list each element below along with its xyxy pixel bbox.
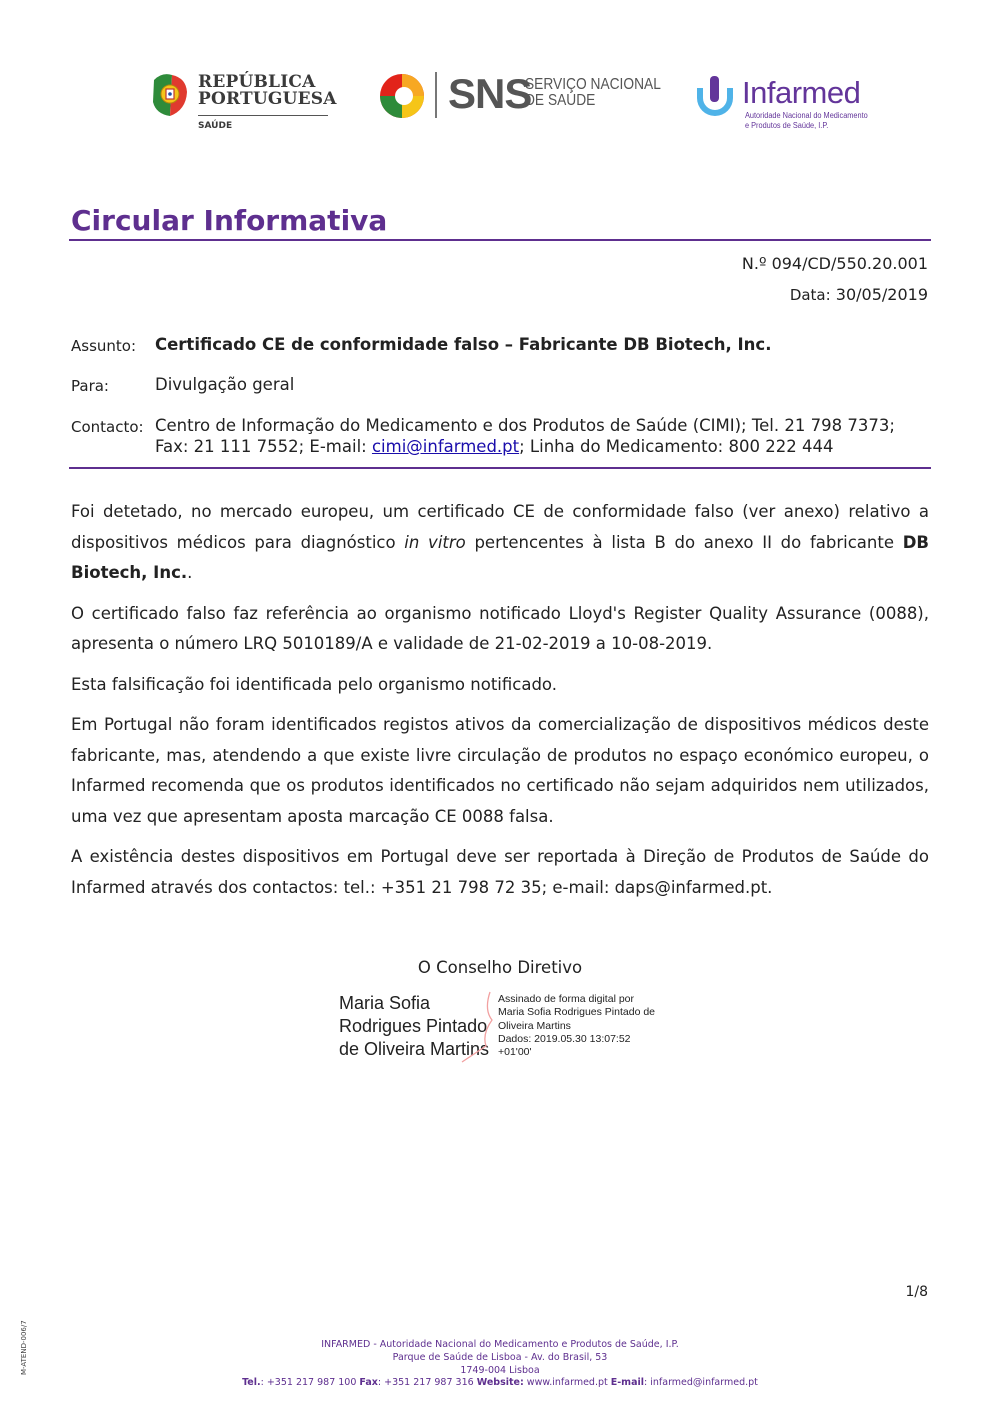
footer-org: INFARMED - Autoridade Nacional do Medicamento e Produtos de Saúde, I.P. — [321, 1339, 679, 1350]
title-rule — [69, 239, 931, 241]
digital-signature-mark-icon — [456, 990, 496, 1064]
document-title: Circular Informativa — [71, 204, 388, 237]
sns-logo — [378, 70, 661, 122]
subject-rule — [69, 467, 931, 469]
infarmed-wordmark: Infarmed — [742, 75, 861, 110]
body-paragraph-1: Foi detetado, no mercado europeu, um certificado CE de conformidade falso (ver anexo) relativo a dispositivos médicos para diagnóstico in vitro pertencentes à lista B do anexo II do fabricante DB Biotech, Inc.. — [71, 502, 929, 582]
contacto-label: Contacto: — [71, 418, 144, 436]
infarmed-emblem-icon — [694, 74, 736, 118]
assunto-value: Certificado CE de conformidade falso – Fabricante DB Biotech, Inc. — [155, 335, 772, 354]
digital-signature-details: Assinado de forma digital por Maria Sofia Rodrigues Pintado de Oliveira Martins Dados: 2019.05.30 13:07:52 +01'00' — [498, 993, 656, 1059]
page-number: 1/8 — [905, 1284, 928, 1300]
date-value: 30/05/2019 — [835, 285, 928, 304]
circular-number: N.º 094/CD/550.20.001 — [741, 254, 928, 273]
circular-body — [71, 497, 929, 913]
form-code: M-ATEND-006/7 — [20, 1320, 28, 1375]
sns-wordmark: SNS — [448, 70, 532, 117]
date-label: Data: — [789, 286, 831, 304]
body-paragraph-5: A existência destes dispositivos em Portugal deve ser reportada à Direção de Produtos de Saúde do Infarmed através dos contactos: tel.: +351 21 798 72 35; e-mail: daps@infarmed.pt. — [71, 847, 929, 897]
page-footer — [0, 1339, 1000, 1390]
contacto-fax-text: Fax: 21 111 7552; E-mail: — [155, 437, 372, 456]
para-label: Para: — [71, 377, 109, 395]
circular-date — [790, 285, 928, 304]
infarmed-subtitle: Autoridade Nacional do Medicamento e Produtos de Saúde, I.P. — [745, 111, 868, 130]
assunto-label: Assunto: — [71, 337, 137, 355]
republica-portuguesa-wordmark: REPÚBLICA PORTUGUESA — [198, 72, 337, 109]
contacto-line-1: Centro de Informação do Medicamento e dos Produtos de Saúde (CIMI); Tel. 21 798 7373; — [155, 416, 895, 435]
saude-label: SAÚDE — [198, 121, 233, 131]
footer-address: Parque de Saúde de Lisboa - Av. do Brasil, 53 — [392, 1351, 608, 1363]
contacto-linha-text: ; Linha do Medicamento: 800 222 444 — [519, 437, 834, 456]
body-paragraph-4: Em Portugal não foram identificados registos ativos da comercialização de dispositivos médicos deste fabricante, mas, atendendo a que existe livre circulação de produtos no espaço económico europeu, o Infarmed recomenda que os produtos identificados no certificado não sejam adquiridos nem utilizados, uma vez que apresentam aposta marcação CE 0088 falsa. — [71, 715, 929, 826]
body-paragraph-2: O certificado falso faz referência ao organismo notificado Lloyd's Register Quality Assurance (0088), apresenta o número LRQ 5010189/A e validade de 21-02-2019 a 10-08-2019. — [71, 603, 929, 653]
council-label: O Conselho Diretivo — [417, 958, 583, 977]
contacto-line-2 — [155, 437, 833, 456]
portugal-emblem-icon — [150, 72, 190, 118]
infarmed-logo — [694, 72, 874, 132]
sns-emblem-icon — [378, 72, 426, 120]
logo-divider — [198, 115, 328, 116]
body-paragraph-3: Esta falsificação foi identificada pelo organismo notificado. — [71, 674, 557, 694]
sns-subtitle: SERVIÇO NACIONAL DE SAÚDE — [525, 76, 661, 109]
footer-contacts: Tel.: +351 217 987 100 Fax: +351 217 987 316 Website: www.infarmed.pt E-mail: infarmed@infarmed.pt — [242, 1377, 758, 1389]
cimi-email-link[interactable]: cimi@infarmed.pt — [371, 437, 520, 456]
republica-portuguesa-logo — [150, 70, 335, 136]
signatory-name: Maria Sofia Rodrigues Pintado de Oliveira Martins — [339, 993, 490, 1059]
footer-postcode: 1749-004 Lisboa — [460, 1364, 540, 1376]
para-value: Divulgação geral — [155, 375, 295, 394]
sns-divider — [435, 72, 437, 118]
